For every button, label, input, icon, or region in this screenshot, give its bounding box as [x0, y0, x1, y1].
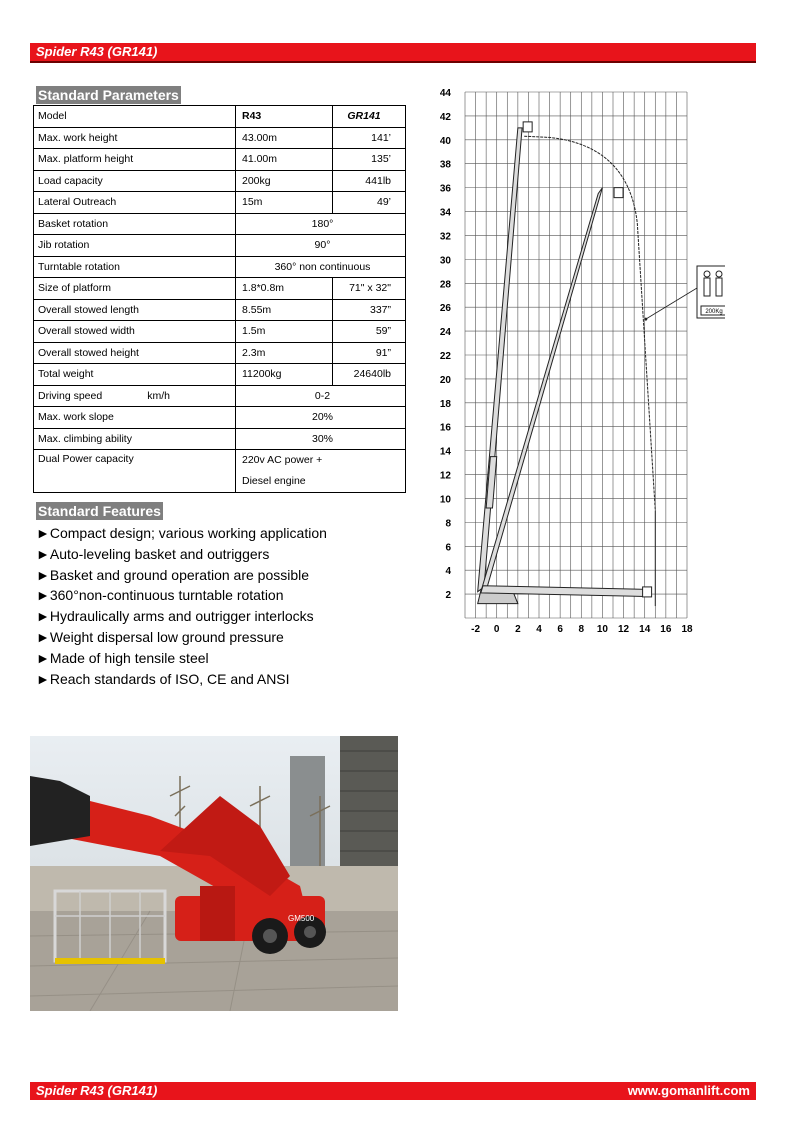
x-tick-label: 10: [596, 624, 608, 635]
features-heading: Standard Features: [38, 503, 161, 519]
table-row: Jib rotation 90°: [34, 235, 406, 257]
y-tick-label: 38: [439, 159, 451, 171]
table-header-row: Model R43 GR141: [34, 106, 406, 128]
y-tick-label: 2: [445, 590, 451, 602]
feature-item: ►Hydraulically arms and outrigger interlocks: [36, 608, 314, 625]
feature-item: ►Reach standards of ISO, CE and ANSI: [36, 670, 290, 687]
machine-photo: [30, 736, 398, 1011]
y-tick-label: 8: [445, 518, 451, 530]
y-tick-label: 22: [439, 351, 451, 362]
table-row: Max. climbing ability 30%: [34, 428, 406, 450]
y-tick-label: 42: [439, 111, 451, 123]
footer-bar: [30, 1082, 756, 1100]
x-tick-label: 2: [515, 624, 521, 635]
table-row: Total weight 11200kg 24640lb: [34, 364, 406, 386]
table-row: Max. work slope 20%: [34, 407, 406, 429]
table-row: Basket rotation 180°: [34, 213, 406, 235]
working-range-chart: [425, 80, 725, 640]
table-row: Overall stowed length 8.55m 337”: [34, 299, 406, 321]
header-title: Spider R43 (GR141): [36, 44, 158, 59]
x-tick-label: 6: [557, 624, 563, 635]
table-row: Lateral Outreach 15m 49’: [34, 192, 406, 214]
features-list: [36, 523, 327, 689]
y-tick-label: 20: [439, 374, 451, 386]
table-row-power: Dual Power capacity 220v AC power + Diesel engine: [34, 450, 406, 493]
y-tick-label: 28: [439, 279, 451, 291]
y-tick-label: 10: [439, 494, 451, 506]
footer-title: Spider R43 (GR141): [36, 1083, 158, 1098]
y-tick-label: 16: [439, 422, 451, 434]
y-tick-label: 44: [439, 88, 451, 99]
y-tick-label: 6: [445, 542, 451, 554]
header-bar: [30, 43, 756, 63]
envelope-curve: [524, 136, 655, 510]
basket-low: [643, 587, 652, 597]
table-row: Driving speed km/h 0-2: [34, 385, 406, 407]
x-tick-label: 14: [639, 624, 651, 635]
load-label: 200Kg: [705, 309, 723, 315]
footer-url[interactable]: www.gomanlift.com: [627, 1083, 750, 1098]
x-tick-label: 4: [536, 624, 542, 635]
y-tick-label: 12: [439, 470, 451, 482]
y-tick-label: 4: [445, 566, 451, 578]
photo-machine-label: GM500: [288, 914, 315, 923]
x-tick-label: -2: [471, 624, 481, 635]
y-tick-label: 36: [439, 183, 451, 195]
basket-top: [523, 122, 532, 132]
chart-machine-outline: [478, 122, 725, 606]
table-row: Overall stowed height 2.3m 91”: [34, 342, 406, 364]
table-row: Load capacity 200kg 441lb: [34, 170, 406, 192]
x-tick-label: 8: [578, 624, 585, 635]
table-row: Size of platform 1.8*0.8m 71" x 32": [34, 278, 406, 300]
feature-item: ►Compact design; various working application: [36, 525, 327, 541]
parameters-table: [33, 105, 406, 493]
feature-item: ►Made of high tensile steel: [36, 649, 209, 666]
x-tick-label: 16: [660, 624, 672, 635]
y-tick-label: 40: [439, 135, 451, 147]
table-row: Max. platform height 41.00m 135’: [34, 149, 406, 171]
load-pointer: [646, 288, 697, 319]
y-tick-label: 30: [439, 255, 451, 267]
load-pointer-dot: [644, 318, 647, 321]
y-tick-label: 32: [439, 231, 451, 243]
feature-item: ►360°non-continuous turntable rotation: [36, 587, 284, 604]
y-tick-label: 14: [439, 446, 451, 458]
x-tick-label: 12: [618, 624, 630, 635]
y-tick-label: 18: [439, 398, 451, 410]
y-tick-label: 26: [439, 303, 451, 315]
table-row: Overall stowed width 1.5m 59”: [34, 321, 406, 343]
parameters-heading: Standard Parameters: [38, 87, 179, 103]
basket-mid: [614, 188, 623, 198]
x-tick-label: 18: [681, 624, 693, 635]
feature-item: ►Basket and ground operation are possible: [36, 566, 310, 583]
table-row: Turntable rotation 360° non continuous: [34, 256, 406, 278]
y-tick-label: 34: [439, 207, 451, 219]
table-row: Max. work height 43.00m 141’: [34, 127, 406, 149]
y-tick-label: 24: [439, 327, 451, 339]
x-tick-label: 0: [493, 624, 500, 635]
feature-item: ►Auto-leveling basket and outriggers: [36, 545, 270, 562]
feature-item: ►Weight dispersal low ground pressure: [36, 628, 284, 645]
